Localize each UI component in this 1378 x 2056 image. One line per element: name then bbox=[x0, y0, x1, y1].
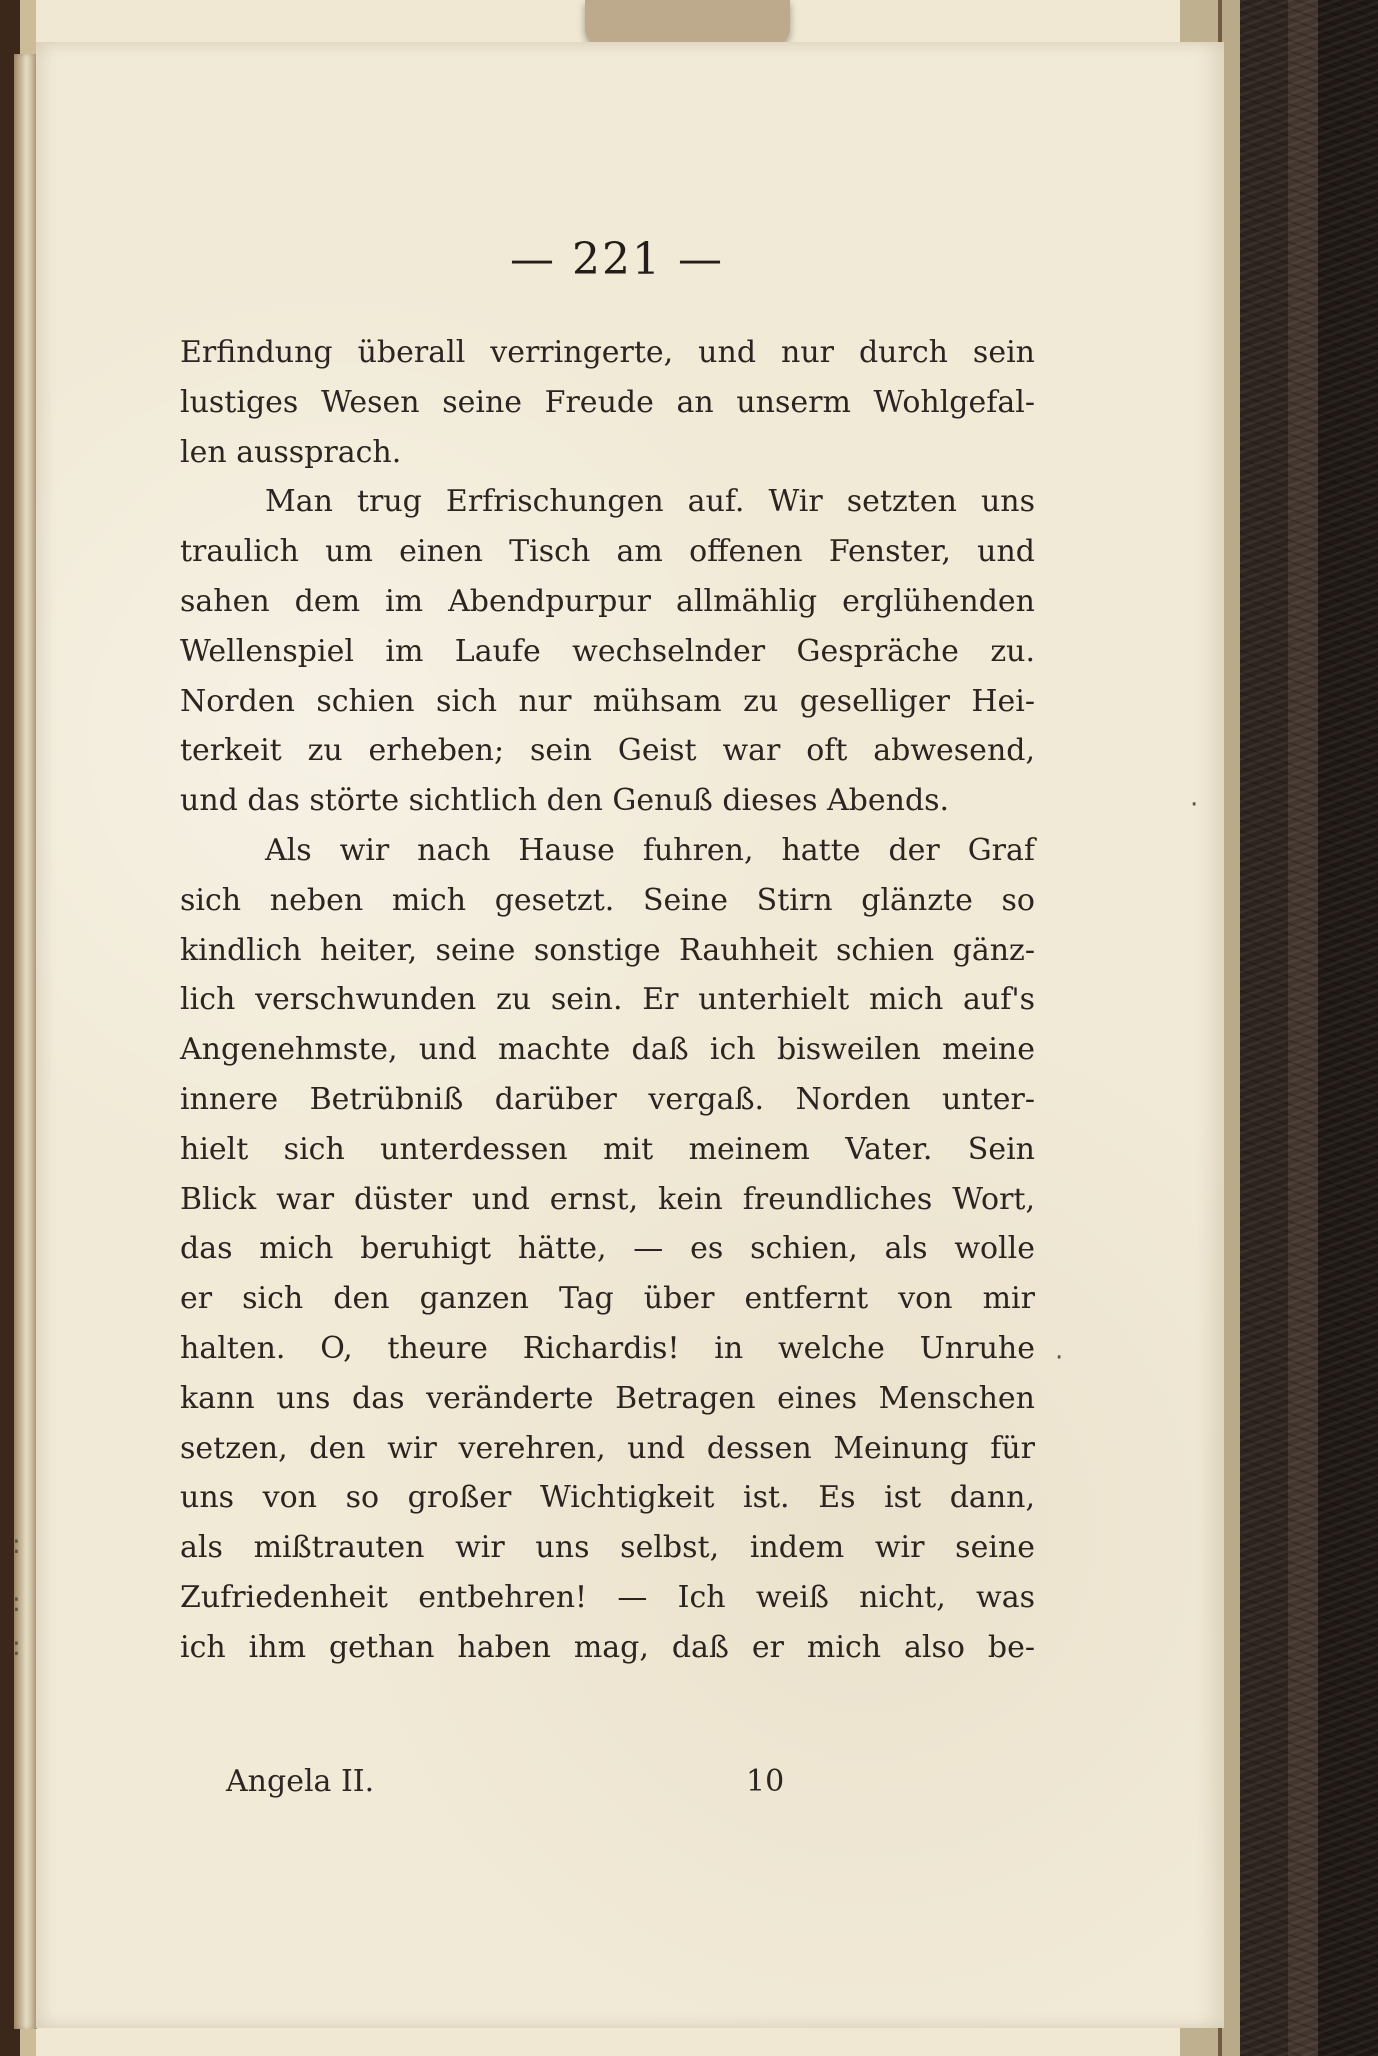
book-spine bbox=[1218, 0, 1378, 2056]
text-line: Norden schien sich nur mühsam zu geselliger Hei- bbox=[180, 683, 1035, 719]
left-margin-mark: : bbox=[12, 1632, 21, 1662]
text-line: halten. O, theure Richardis! in welche Unruhe bbox=[180, 1330, 1035, 1366]
text-line: das mich beruhigt hätte, — es schien, als wolle bbox=[180, 1231, 1035, 1267]
signature-mark: Angela II. bbox=[226, 1764, 375, 1799]
text-line: innere Betrübniß darüber vergaß. Norden unter- bbox=[180, 1081, 1035, 1117]
text-line: lich verschwunden zu sein. Er unterhielt mich auf's bbox=[180, 982, 1035, 1018]
text-line: Angenehmste, und machte daß ich bisweilen meine bbox=[180, 1032, 1035, 1068]
margin-speck: · bbox=[1190, 790, 1199, 820]
left-page-edge bbox=[14, 54, 37, 2029]
text-line: kindlich heiter, seine sonstige Rauhheit schien gänz- bbox=[180, 932, 1035, 968]
text-line: setzen, den wir verehren, und dessen Meinung für bbox=[180, 1430, 1035, 1466]
text-line: ich ihm gethan haben mag, daß er mich also be- bbox=[180, 1629, 1035, 1665]
text-line: er sich den ganzen Tag über entfernt von mir bbox=[180, 1281, 1035, 1317]
text-line: sich neben mich gesetzt. Seine Stirn glänzte so bbox=[180, 882, 1035, 918]
text-line: Zufriedenheit entbehren! — Ich weiß nicht, was bbox=[180, 1579, 1035, 1615]
text-line: lustiges Wesen seine Freude an unserm Wohlgefal- bbox=[180, 384, 1035, 420]
text-line: traulich um einen Tisch am offenen Fenster, und bbox=[180, 534, 1035, 570]
text-line: len aussprach. bbox=[180, 434, 402, 470]
text-line: sahen dem im Abendpurpur allmählig erglühenden bbox=[180, 583, 1035, 619]
left-margin-mark: : bbox=[12, 1530, 21, 1560]
margin-speck: · bbox=[1055, 1343, 1064, 1373]
text-line: hielt sich unterdessen mit meinem Vater. Sein bbox=[180, 1131, 1035, 1167]
text-line: Erfindung überall verringerte, und nur durch sein bbox=[180, 335, 1035, 370]
sheet-number: 10 bbox=[746, 1764, 785, 1799]
top-binding-tab bbox=[585, 0, 790, 46]
text-line: und das störte sichtlich den Genuß dieses Abends. bbox=[180, 783, 950, 819]
book-page bbox=[36, 42, 1224, 2028]
text-line: uns von so großer Wichtigkeit ist. Es ist dann, bbox=[180, 1480, 1035, 1516]
text-line: Wellenspiel im Laufe wechselnder Gespräche zu. bbox=[180, 633, 1035, 669]
text-line: als mißtrauten wir uns selbst, indem wir seine bbox=[180, 1530, 1035, 1566]
text-line: Blick war düster und ernst, kein freundliches Wort, bbox=[180, 1181, 1035, 1217]
text-line: kann uns das veränderte Betragen eines Menschen bbox=[180, 1380, 1035, 1416]
text-line: terkeit zu erheben; sein Geist war oft abwesend, bbox=[180, 733, 1035, 769]
page-number: — 221 — bbox=[510, 234, 724, 285]
page-text bbox=[180, 328, 1035, 1673]
page-footer bbox=[226, 1764, 826, 1812]
left-margin-mark: : bbox=[12, 1588, 21, 1618]
text-line: Man trug Erfrischungen auf. Wir setzten uns bbox=[265, 484, 1035, 520]
text-line: Als wir nach Hause fuhren, hatte der Graf bbox=[265, 832, 1035, 868]
